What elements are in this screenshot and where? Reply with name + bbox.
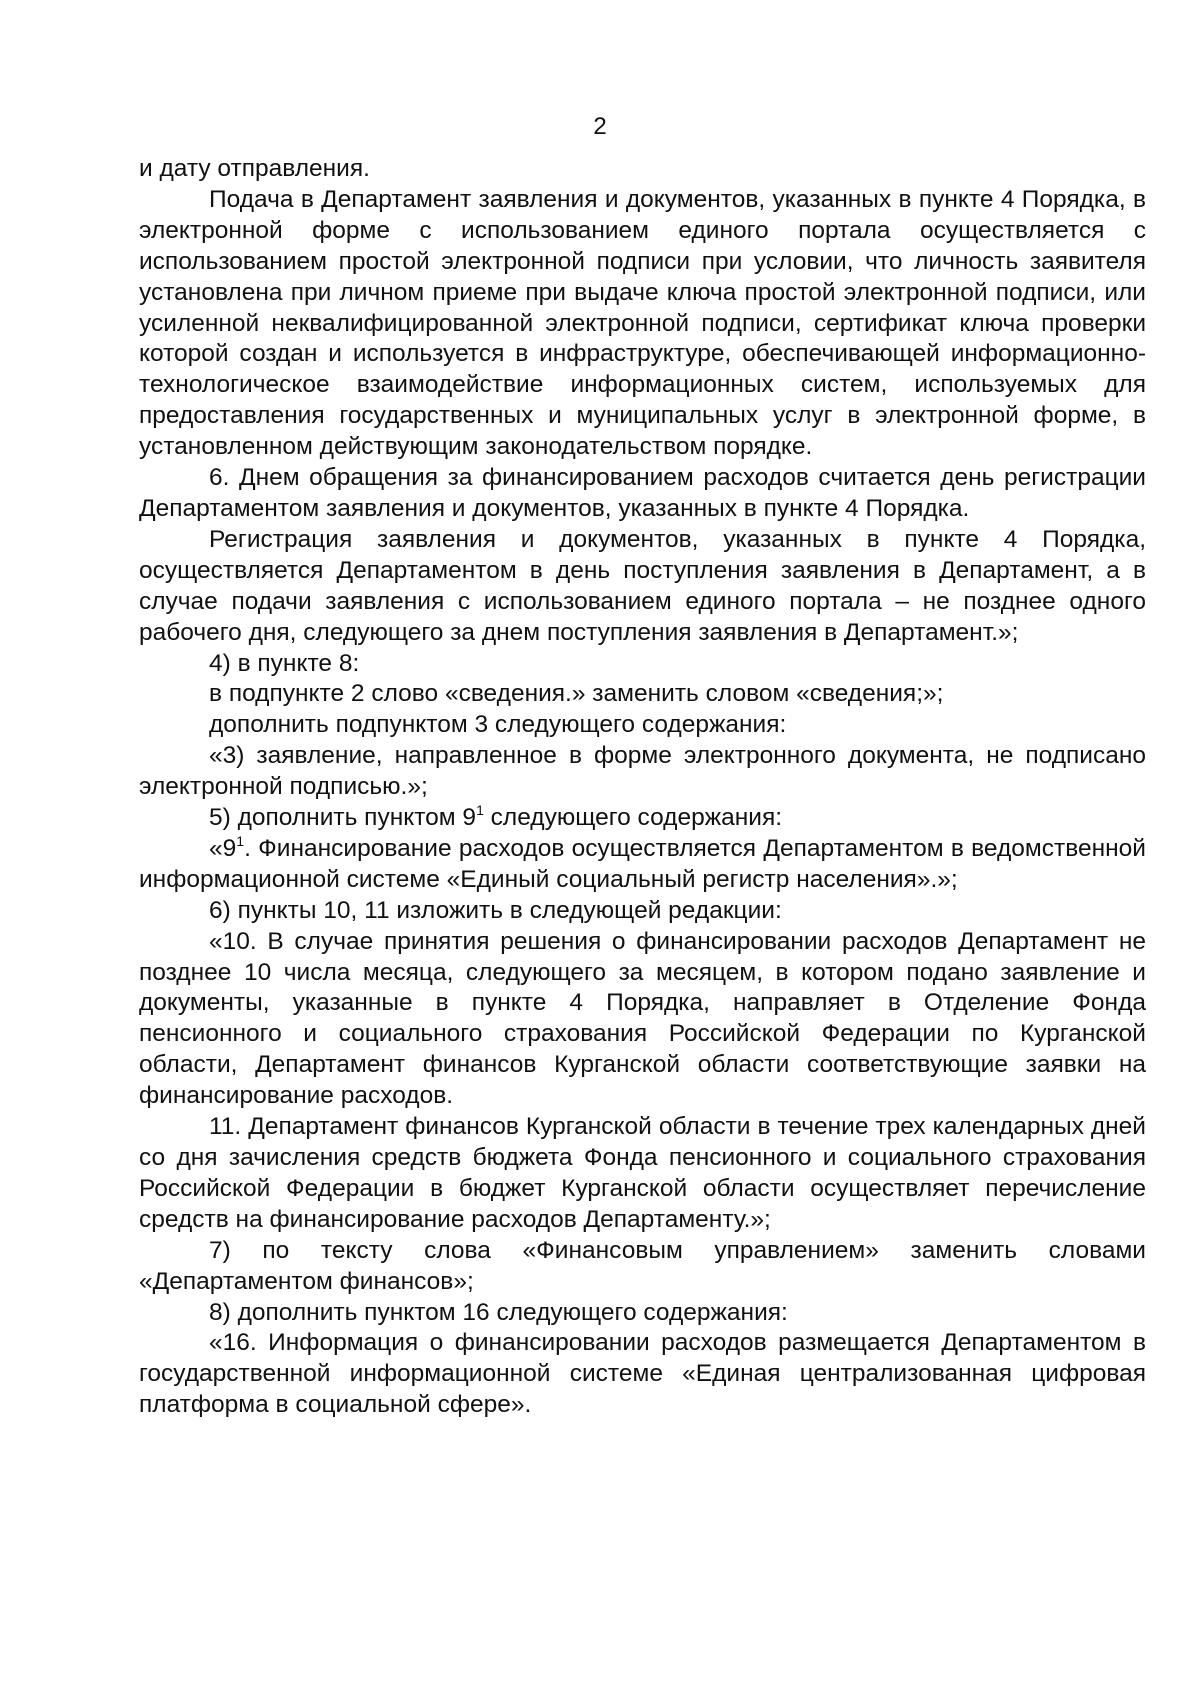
paragraph-text: 7) по тексту слова «Финансовым управлением» заменить словами «Департаментом финансов»; bbox=[139, 1236, 1146, 1295]
superscript: 1 bbox=[236, 832, 245, 849]
paragraph-text: 5) дополнить пунктом 9 bbox=[209, 804, 477, 832]
paragraph bbox=[139, 710, 1146, 741]
paragraph-text: 8) дополнить пунктом 16 следующего содержания: bbox=[209, 1298, 788, 1326]
page-number: 2 bbox=[593, 113, 607, 140]
paragraph bbox=[139, 1112, 1146, 1236]
paragraph bbox=[139, 896, 1146, 927]
paragraph-text: 6) пункты 10, 11 изложить в следующей редакции: bbox=[209, 896, 782, 924]
paragraph-text: следующего содержания: bbox=[483, 804, 783, 832]
paragraph bbox=[139, 1328, 1146, 1421]
superscript: 1 bbox=[476, 801, 484, 818]
paragraph-text: «3) заявление, направленное в форме электронного документа, не подписано электронной подписью.»; bbox=[139, 742, 1146, 801]
paragraph bbox=[139, 154, 1146, 185]
paragraph bbox=[139, 185, 1146, 463]
document-body bbox=[139, 154, 1146, 1421]
paragraph-text: «10. В случае принятия решения о финансировании расходов Департамент не позднее 10 числа месяца, следующего за месяцем, в котором подано заявление и документы, указанные в пункте 4 Порядка, направляет в Отделение Фонда пенсионного и социального страхования Российской Федерации по Курганской области, Департамент финансов Курганской области соответствующие заявки на финансирование расходов. bbox=[139, 927, 1146, 1110]
paragraph-text: дополнить подпунктом 3 следующего содержания: bbox=[209, 711, 787, 739]
paragraph bbox=[139, 1236, 1146, 1298]
paragraph-text: в подпункте 2 слово «сведения.» заменить словом «сведения;»; bbox=[209, 680, 944, 708]
paragraph-text: 4) в пункте 8: bbox=[209, 649, 360, 677]
paragraph bbox=[139, 741, 1146, 803]
paragraph-text: «16. Информация о финансировании расходов размещается Департаментом в государственной информационной системе «Единая централизованная цифровая платформа в социальной сфере». bbox=[139, 1329, 1146, 1419]
paragraph-text: 11. Департамент финансов Курганской области в течение трех календарных дней со дня зачисления средств бюджета Фонда пенсионного и социального страхования Российской Федерации в бюджет Курганской области осуществляет перечисление средств на финансирование расходов Департаменту.»; bbox=[139, 1113, 1146, 1233]
paragraph-text: Регистрация заявления и документов, указанных в пункте 4 Порядка, осуществляется Департаментом в день поступления заявления в Департамент, а в случае подачи заявления с использованием единого портала – не позднее одного рабочего дня, следующего за днем поступления заявления в Департамент.»; bbox=[139, 525, 1146, 646]
paragraph-text: «9 bbox=[209, 834, 237, 862]
paragraph-text: 6. Днем обращения за финансированием расходов считается день регистрации Департаментом заявления и документов, указанных в пункте 4 Порядка. bbox=[139, 464, 1146, 522]
paragraph bbox=[139, 649, 1146, 680]
paragraph bbox=[139, 463, 1146, 525]
paragraph-text: . Финансирование расходов осуществляется Департаментом в ведомственной информационной системе «Единый социальный регистр населения».»; bbox=[139, 834, 1146, 893]
paragraph bbox=[139, 834, 1146, 896]
paragraph bbox=[139, 927, 1146, 1112]
paragraph bbox=[139, 525, 1146, 649]
paragraph bbox=[139, 803, 1146, 834]
paragraph-text: Подача в Департамент заявления и документов, указанных в пункте 4 Порядка, в электронной форме с использованием единого портала осуществляется с использованием простой электронной подписи при условии, что личность заявителя установлена при личном приеме при выдаче ключа простой электронной подписи, или усиленной неквалифицированной электронной подписи, сертификат ключа проверки которой создан и используется в инфраструктуре, обеспечивающей информационно-технологическое взаимодействие информационных систем, используемых для предоставления государственных и муниципальных услуг в электронной форме, в установленном действующим законодательством порядке. bbox=[139, 185, 1146, 461]
paragraph bbox=[139, 679, 1146, 710]
paragraph bbox=[139, 1298, 1146, 1329]
paragraph-text: и дату отправления. bbox=[139, 155, 370, 182]
